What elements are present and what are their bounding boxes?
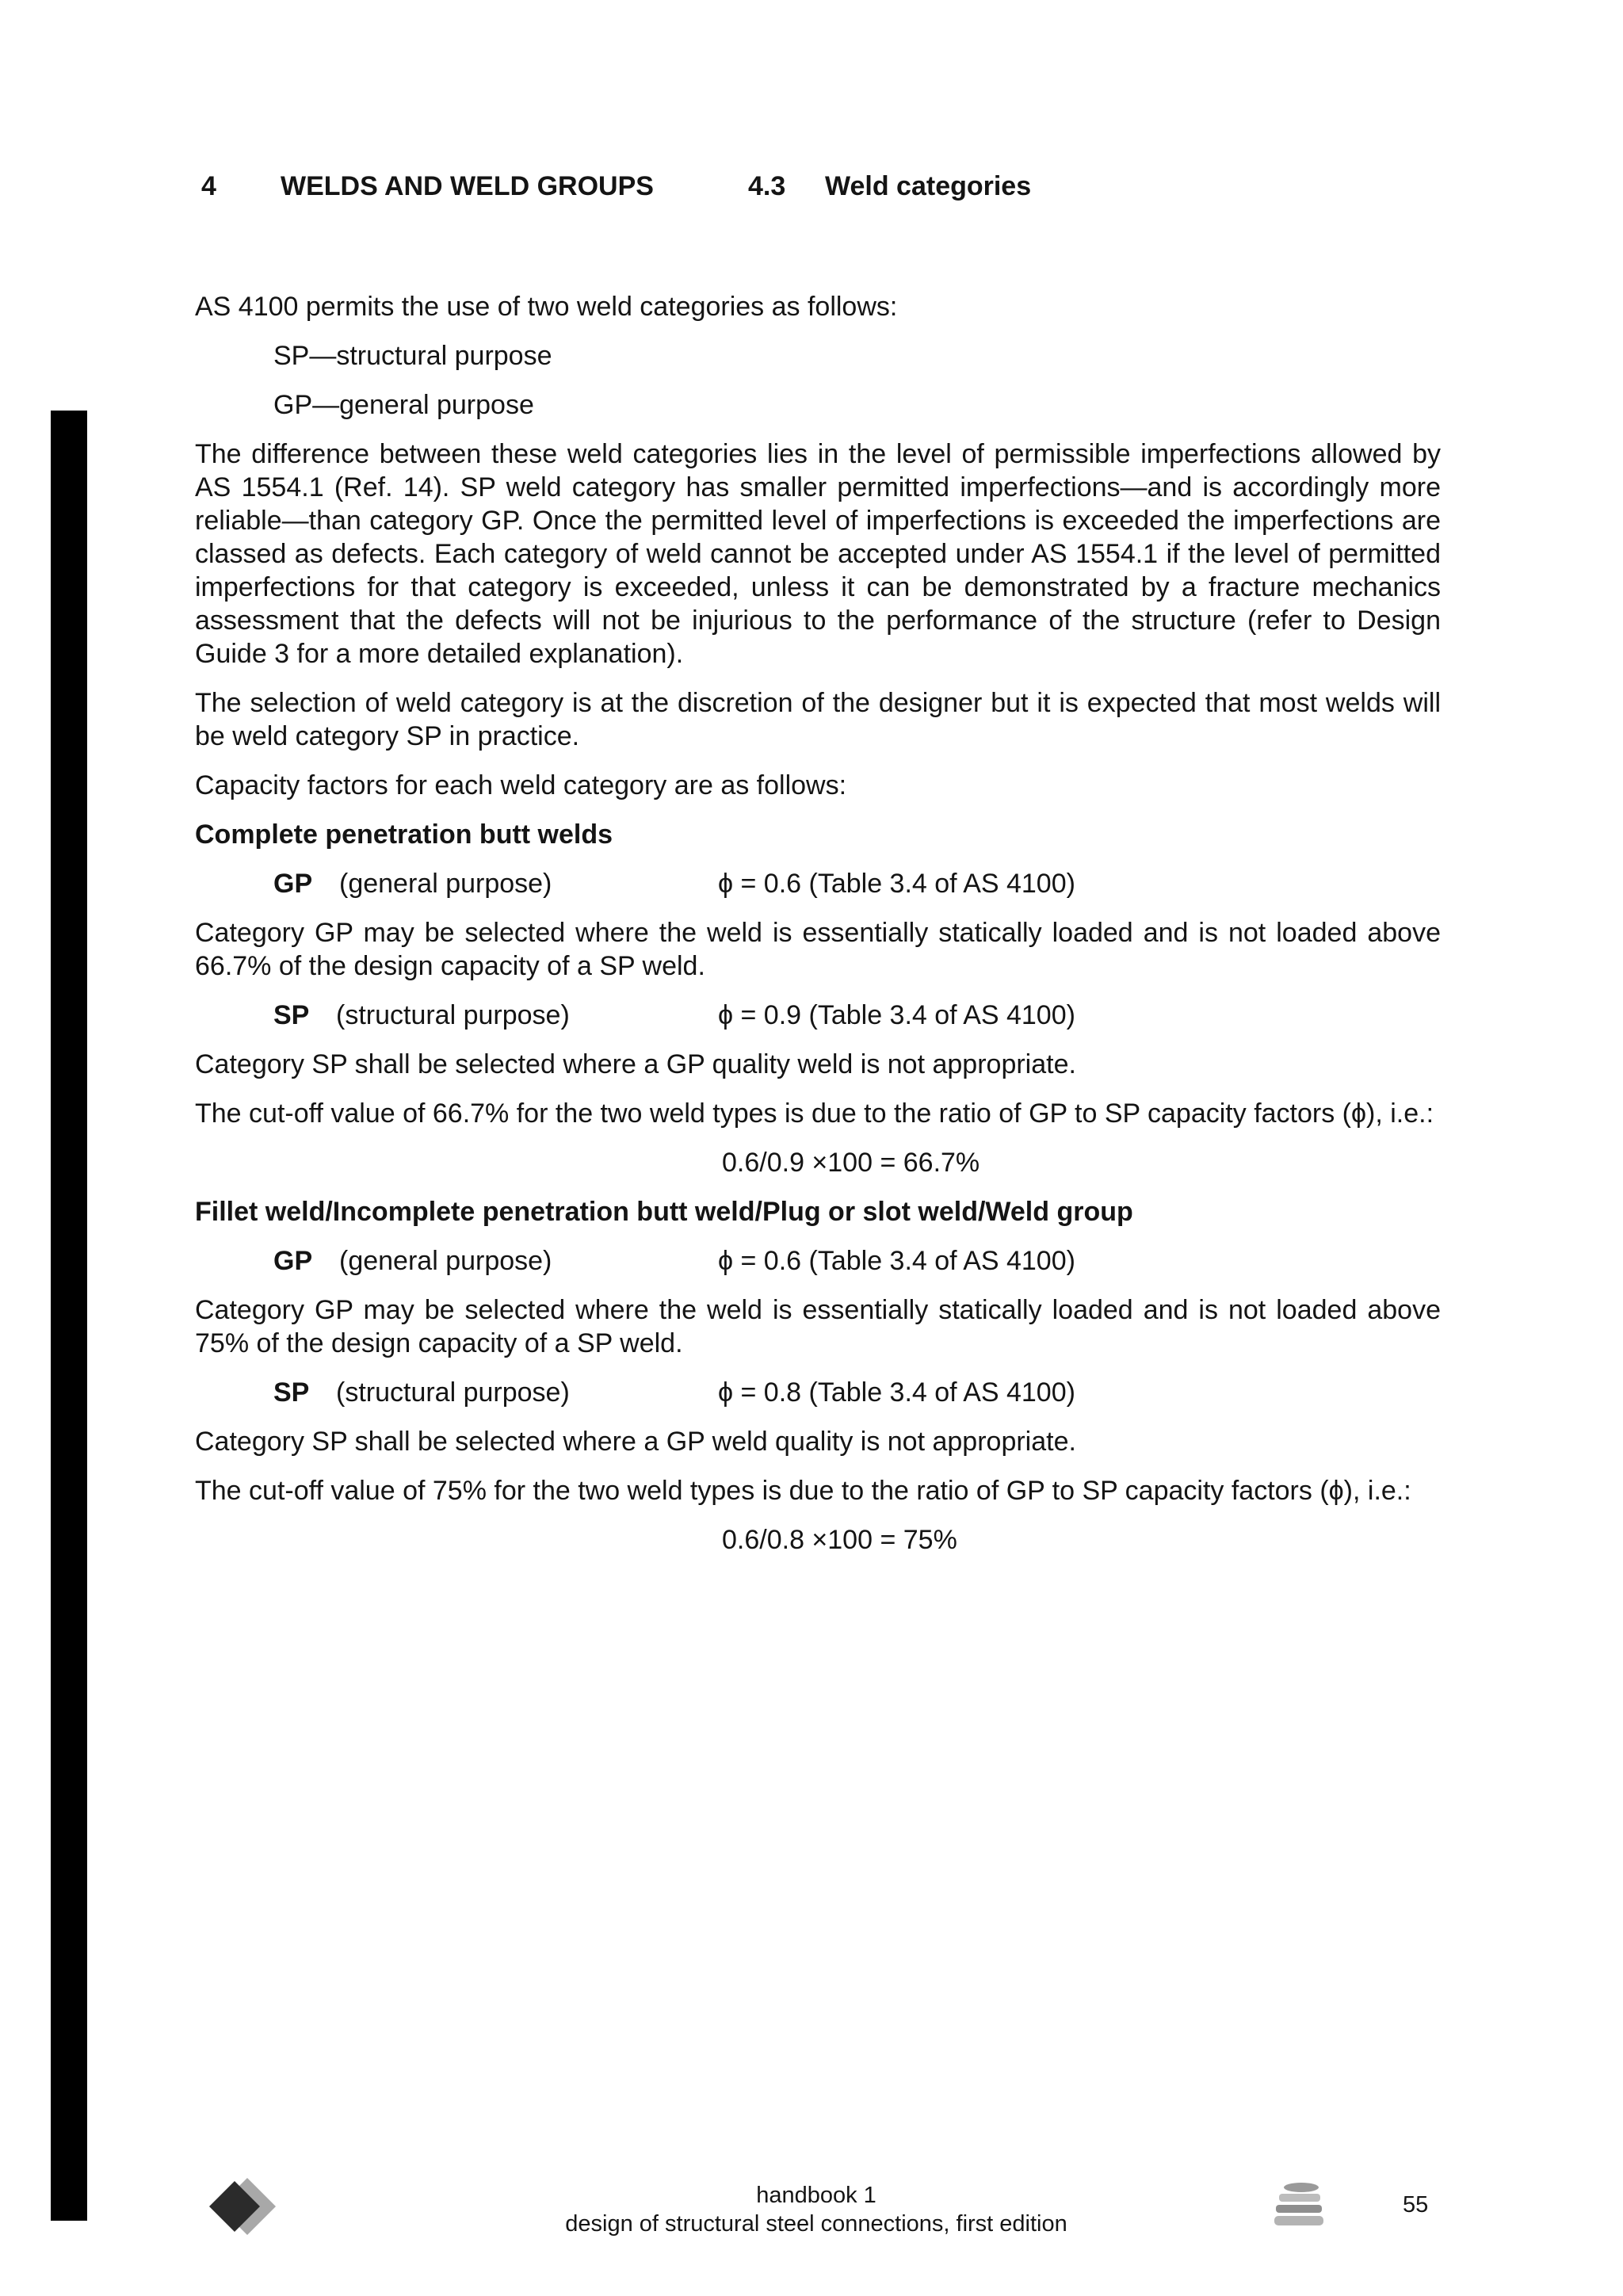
fillet-gp-description: (general purpose) bbox=[339, 1246, 552, 1276]
fillet-gp-note: Category GP may be selected where the weld is essentially statically loaded and is not loaded above 75% of the design capacity of a SP weld. bbox=[195, 1295, 1441, 1358]
cpbw-sp-note: Category SP shall be selected where a GP quality weld is not appropriate. bbox=[195, 1049, 1076, 1079]
fillet-heading: Fillet weld/Incomplete penetration butt weld/Plug or slot weld/Weld group bbox=[195, 1197, 1133, 1227]
chapter-title: WELDS AND WELD GROUPS bbox=[281, 171, 654, 201]
cpbw-gp-description: (general purpose) bbox=[339, 869, 552, 899]
cpbw-sp-factor-row bbox=[195, 999, 1441, 1032]
fillet-formula: 0.6/0.8 ×100 = 75% bbox=[722, 1525, 957, 1555]
fillet-cutoff-paragraph: The cut-off value of 75% for the two weld types is due to the ratio of GP to SP capacity factors (ϕ), i.e.: bbox=[195, 1476, 1411, 1506]
footer-title bbox=[444, 2181, 1189, 2238]
footer-line-2: design of structural steel connections, first edition bbox=[565, 2211, 1067, 2237]
cpbw-gp-factor-row bbox=[195, 867, 1441, 900]
cpbw-cutoff-paragraph: The cut-off value of 66.7% for the two weld types is due to the ratio of GP to SP capacity factors (ϕ), i.e.: bbox=[195, 1098, 1434, 1129]
category-sp-item: SP—structural purpose bbox=[273, 341, 552, 371]
category-gp-item: GP—general purpose bbox=[273, 390, 534, 420]
side-margin-bar bbox=[51, 411, 87, 2221]
cpbw-sp-code: SP bbox=[273, 1000, 310, 1030]
page-number: 55 bbox=[1403, 2192, 1429, 2218]
steel-stack-logo-icon bbox=[1271, 2181, 1327, 2230]
fillet-gp-code: GP bbox=[273, 1246, 313, 1276]
cpbw-heading: Complete penetration butt welds bbox=[195, 819, 613, 850]
fillet-sp-note: Category SP shall be selected where a GP weld quality is not appropriate. bbox=[195, 1427, 1076, 1457]
fillet-sp-phi: ϕ = 0.8 (Table 3.4 of AS 4100) bbox=[718, 1377, 1075, 1408]
running-header bbox=[0, 171, 1623, 211]
cpbw-gp-code: GP bbox=[273, 869, 313, 899]
fillet-gp-phi: ϕ = 0.6 (Table 3.4 of AS 4100) bbox=[718, 1246, 1075, 1276]
cpbw-formula: 0.6/0.9 ×100 = 66.7% bbox=[722, 1148, 980, 1178]
section-title: Weld categories bbox=[825, 171, 1032, 201]
cpbw-gp-note: Category GP may be selected where the weld is essentially statically loaded and is not loaded above 66.7% of the design capacity of a SP weld. bbox=[195, 918, 1441, 981]
footer-line-1: handbook 1 bbox=[756, 2183, 876, 2208]
cpbw-sp-phi: ϕ = 0.9 (Table 3.4 of AS 4100) bbox=[718, 1000, 1075, 1030]
capacity-paragraph: Capacity factors for each weld category are as follows: bbox=[195, 770, 847, 800]
selection-paragraph: The selection of weld category is at the discretion of the designer but it is expected that most welds will be weld category SP in practice. bbox=[195, 688, 1441, 751]
intro-paragraph: AS 4100 permits the use of two weld categories as follows: bbox=[195, 292, 898, 322]
page-body bbox=[195, 290, 1441, 1572]
chapter-number: 4 bbox=[201, 171, 216, 201]
difference-paragraph: The difference between these weld categories lies in the level of permissible imperfections allowed by AS 1554.1 (Ref. 14). SP weld category has smaller permitted imperfections—and is accordingly more reliable—than category GP. Once the permitted level of imperfections is exceeded the imperfections are classed as defects. Each category of weld cannot be accepted under AS 1554.1 if the level of permitted imperfections for that category is exceeded, unless it can be demonstrated by a fracture mechanics assessment that the defects will not be injurious to the performance of the structure (refer to Design Guide 3 for a more detailed explanation). bbox=[195, 439, 1441, 669]
fillet-gp-factor-row bbox=[195, 1244, 1441, 1278]
fillet-sp-factor-row bbox=[195, 1376, 1441, 1409]
fillet-sp-description: (structural purpose) bbox=[336, 1377, 570, 1408]
cpbw-gp-phi: ϕ = 0.6 (Table 3.4 of AS 4100) bbox=[718, 869, 1075, 899]
section-number: 4.3 bbox=[748, 171, 786, 201]
cpbw-sp-description: (structural purpose) bbox=[336, 1000, 570, 1030]
publisher-diamond-logo-icon bbox=[204, 2175, 281, 2238]
fillet-sp-code: SP bbox=[273, 1377, 310, 1408]
